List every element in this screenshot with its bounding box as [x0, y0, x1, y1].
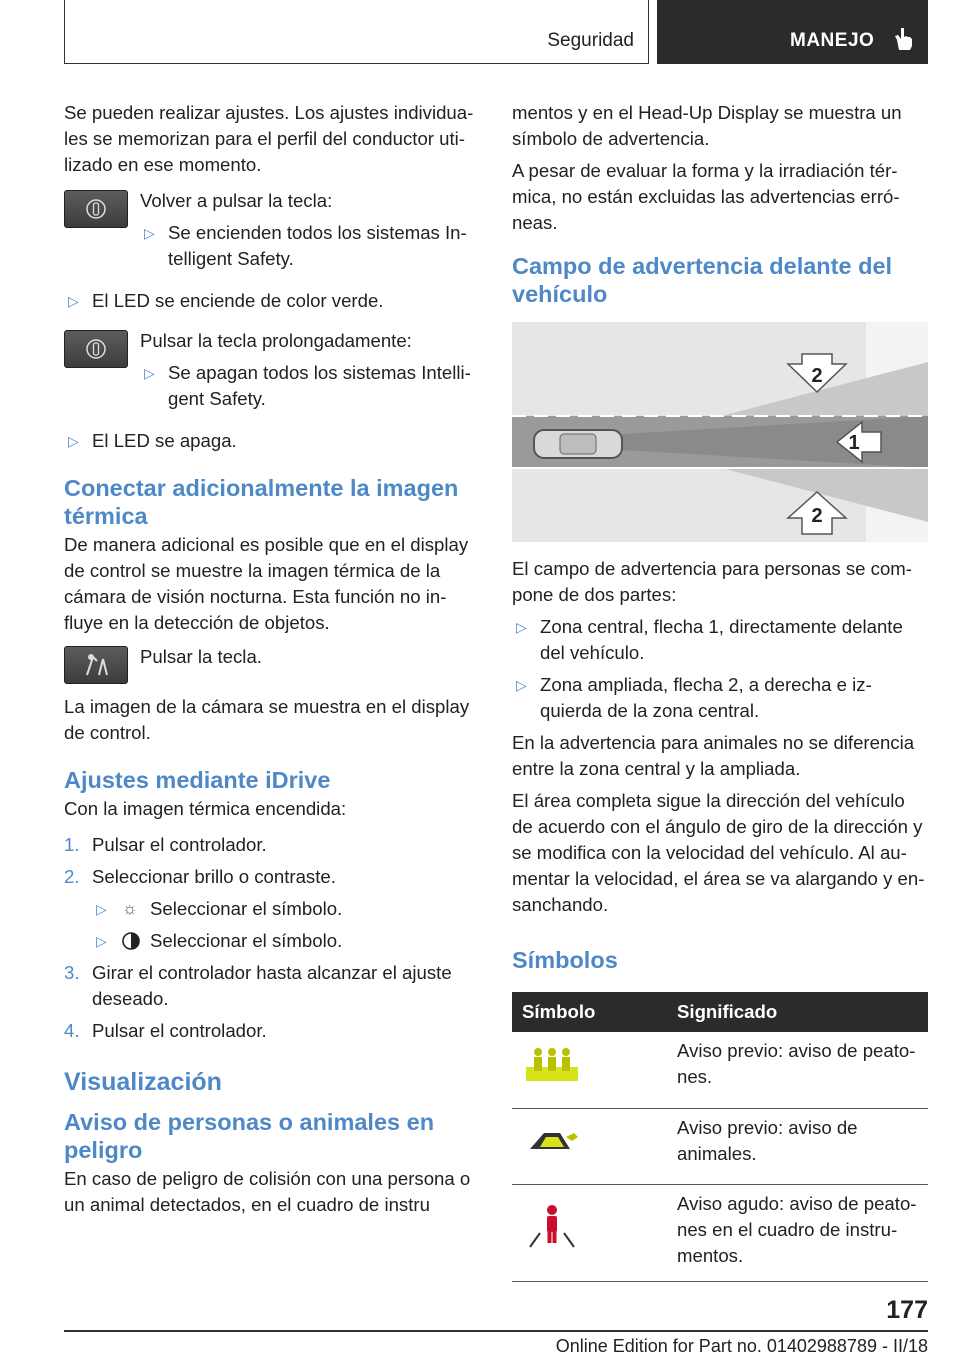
heading-thermal: Conectar adicionalmente la imagen térmica — [64, 475, 459, 529]
bullet-text: Zona ampliada, flecha 2, a derecha e izquierda de la zona central. — [540, 674, 872, 721]
intelligent-safety-button — [64, 330, 128, 368]
fig-label-2-bottom: 2 — [811, 505, 823, 527]
instruction-text: Pulsar la tecla prolongadamente: — [140, 330, 412, 351]
bullet-triangle-icon: ▷ — [68, 433, 79, 449]
paragraph: La imagen de la cámara se muestra en el display de control. — [64, 696, 470, 743]
table-header: Significado — [667, 992, 928, 1032]
step-text: Pulsar el controlador. — [92, 1020, 267, 1041]
bullet-triangle-icon: ▷ — [516, 619, 527, 635]
heading-symbols: Símbolos — [512, 947, 618, 973]
table-cell: Aviso agudo: aviso de peatones en el cuadro de instrumentos. — [667, 1184, 928, 1281]
car-icon — [534, 430, 622, 458]
header-chapter-tab — [657, 0, 928, 64]
paragraph: Se pueden realizar ajustes. Los ajustes individuales se memorizan para el perfil del conductor utilizado en ese momento. — [64, 102, 474, 175]
bullet-triangle-icon: ▷ — [96, 933, 107, 949]
bullet-triangle-icon: ▷ — [144, 365, 155, 381]
step-number: 2. — [64, 866, 80, 887]
bullet-triangle-icon: ▷ — [96, 901, 107, 917]
step-number: 1. — [64, 834, 80, 855]
bullet-text: Seleccionar el símbolo. — [150, 930, 343, 951]
bullet-text: Zona central, flecha 1, directamente delante del vehículo. — [540, 616, 903, 663]
paragraph: El área completa sigue la dirección del vehículo de acuerdo con el ángulo de giro de la dirección y se modifica con la velocidad del vehículo. Al aumentar la velocidad, el área se va alargando y ensanchando. — [512, 790, 925, 915]
heading-warning-field: Campo de advertencia delante del vehículo — [512, 253, 893, 307]
night-vision-button — [64, 646, 128, 684]
bullet-text: Se encienden todos los sistemas Intelligent Safety. — [168, 222, 467, 269]
chapter-title: MANEJO — [790, 30, 875, 51]
heading-idrive: Ajustes mediante iDrive — [64, 767, 331, 793]
bullet-text: El LED se enciende de color verde. — [92, 290, 384, 311]
paragraph: mentos y en el Head-Up Display se muestra un símbolo de advertencia. — [512, 102, 902, 149]
paragraph: El campo de advertencia para personas se compone de dos partes: — [512, 558, 912, 605]
instruction-text: Volver a pulsar la tecla: — [140, 190, 333, 211]
header-section-tab — [64, 0, 649, 64]
instruction-text: Pulsar la tecla. — [140, 646, 262, 667]
table-cell: Aviso previo: aviso de animales. — [667, 1108, 928, 1184]
fig-label-2-top: 2 — [811, 365, 823, 387]
table-row — [512, 1184, 928, 1281]
safety-icon — [65, 191, 127, 227]
table-row — [512, 1032, 928, 1108]
page-number: 177 — [886, 1296, 928, 1324]
bullet-text: El LED se apaga. — [92, 430, 237, 451]
step-text: Seleccionar brillo o contraste. — [92, 866, 336, 887]
paragraph: En caso de peligro de colisión con una persona o un animal detectados, en el cuadro de instru — [64, 1168, 471, 1215]
intelligent-safety-button — [64, 190, 128, 228]
heading-visualization: Visualización — [64, 1068, 222, 1096]
bullet-triangle-icon: ▷ — [68, 293, 79, 309]
edition-text: Online Edition for Part no. 01402988789 - II/18 — [555, 1336, 928, 1356]
bullet-triangle-icon: ▷ — [516, 677, 527, 693]
right-column — [512, 100, 927, 1282]
step-text: Girar el controlador hasta alcanzar el ajuste deseado. — [92, 962, 452, 1009]
symbols-table — [512, 992, 928, 1282]
step-number: 3. — [64, 962, 80, 983]
section-title: Seguridad — [547, 30, 634, 51]
table-header: Símbolo — [512, 992, 667, 1032]
step-number: 4. — [64, 1020, 80, 1041]
pedestrians-prewarning-icon — [522, 1043, 582, 1083]
night-vision-icon — [65, 647, 127, 683]
paragraph: De manera adicional es posible que en el display de control se muestre la imagen térmica de la cámara de visión nocturna. Esta función no influye en la detección de objetos. — [64, 534, 469, 633]
bullet-text: Seleccionar el símbolo. — [150, 898, 343, 919]
brightness-icon: ☼ — [122, 899, 138, 918]
footer-divider — [64, 1330, 928, 1332]
hand-pointer-icon — [893, 24, 917, 52]
bullet-triangle-icon: ▷ — [144, 225, 155, 241]
left-column — [64, 100, 479, 1224]
paragraph: En la advertencia para animales no se diferencia entre la zona central y la ampliada. — [512, 732, 915, 779]
paragraph: A pesar de evaluar la forma y la irradiación térmica, no están excluidas las advertencias erróneas. — [512, 160, 900, 233]
fig-label-1: 1 — [848, 432, 860, 454]
bullet-text: Se apagan todos los sistemas Intelligent Safety. — [168, 362, 471, 409]
step-text: Pulsar el controlador. — [92, 834, 267, 855]
table-cell: Aviso previo: aviso de peatones. — [667, 1032, 928, 1108]
safety-icon — [65, 331, 127, 367]
animal-prewarning-icon — [522, 1125, 582, 1155]
contrast-icon — [122, 931, 140, 957]
table-row — [512, 1108, 928, 1184]
heading-warning: Aviso de personas o animales en peligro — [64, 1109, 435, 1163]
paragraph: Con la imagen térmica encendida: — [64, 798, 347, 819]
pedestrian-acute-warning-icon — [522, 1203, 582, 1249]
warning-field-diagram — [512, 322, 928, 542]
